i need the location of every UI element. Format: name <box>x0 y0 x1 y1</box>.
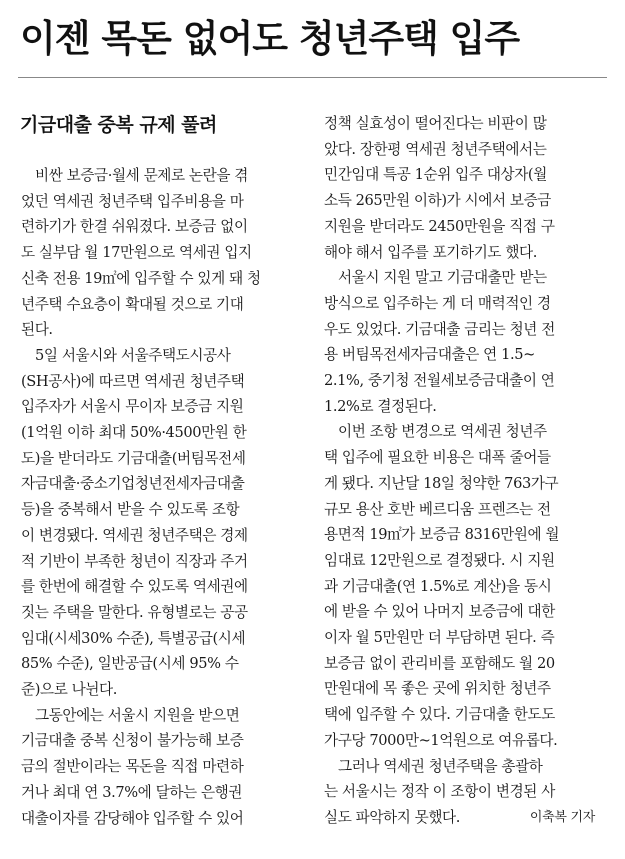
text-line: 임대(시세30% 수준), 특별공급(시세 <box>21 629 246 647</box>
headline: 이젠 목돈 없어도 청년주택 입주 <box>20 17 520 60</box>
text-line: 지원을 받더라도 2450만원을 직접 구 <box>324 217 555 235</box>
text-line: 해야 해서 입주를 포기하기도 했다. <box>324 243 537 261</box>
text-line: 련하기가 한결 쉬워졌다. 보증금 없이 <box>21 218 248 236</box>
text-line: 서울시 지원 말고 기금대출만 받는 <box>338 269 547 287</box>
text-line: 용면적 19㎡가 보증금 8316만원에 월 <box>324 526 560 544</box>
text-line: 실도 파악하지 못했다. <box>324 808 460 826</box>
text-line: 용 버팀목전세자금대출은 연 1.5~ <box>324 346 535 364</box>
text-line: 도 실부담 월 17만원으로 역세권 입지 <box>21 244 252 262</box>
subheadline: 기금대출 중복 규제 풀려 <box>20 114 217 136</box>
text-line: 거나 최대 연 3.7%에 달하는 은행권 <box>21 783 243 801</box>
text-line: 택 입주에 필요한 비용은 대폭 줄어들 <box>324 449 551 467</box>
text-line: 대출이자를 감당해야 입주할 수 있어 <box>21 809 244 827</box>
text-line: 이번 조항 변경으로 역세권 청년주 <box>338 423 547 441</box>
text-line: 적 기반이 부족한 청년이 직장과 주거 <box>21 552 248 570</box>
text-line: (1억원 이하 최대 50%·4500만원 한 <box>21 424 247 442</box>
text-line: 이자 월 5만원만 더 부담하면 된다. 즉 <box>324 629 555 647</box>
text-line: 년주택 수요층이 확대될 것으로 기대 <box>21 295 244 313</box>
text-line: 는 서울시는 정작 이 조항이 변경된 사 <box>324 783 555 801</box>
text-line: 임대료 12만원으로 결정됐다. 시 지원 <box>324 551 555 569</box>
text-line: (SH공사)에 따르면 역세권 청년주택 <box>21 372 245 390</box>
text-line: 입주자가 서울시 무이자 보증금 지원 <box>21 398 244 416</box>
headline-divider <box>18 77 607 78</box>
article-column-left <box>21 163 309 831</box>
text-line: 에 받을 수 있어 나머지 보증금에 대한 <box>324 603 555 621</box>
text-line: 85% 수준), 일반공급(시세 95% 수 <box>21 655 239 673</box>
text-line: 1.2%로 결정된다. <box>324 397 437 415</box>
text-line: 자금대출·중소기업청년전세자금대출 <box>21 475 245 493</box>
byline: 이축복 기자 <box>529 809 595 825</box>
text-line: 방식으로 입주하는 게 더 매력적인 경 <box>324 294 551 312</box>
text-line: 5일 서울시와 서울주택도시공사 <box>35 346 231 364</box>
article-column-right <box>324 111 612 831</box>
text-line: 금의 절반이라는 목돈을 직접 마련하 <box>21 758 244 776</box>
text-line: 가구당 7000만~1억원으로 여유롭다. <box>324 731 558 749</box>
text-line: 짓는 주택을 말한다. 유형별로는 공공 <box>21 603 248 621</box>
text-line: 도)을 받더라도 기금대출(버팀목전세 <box>21 449 246 467</box>
text-line: 2.1%, 중기청 전월세보증금대출이 연 <box>324 372 555 390</box>
text-line: 그러나 역세권 청년주택을 총괄하 <box>338 757 543 775</box>
final-line <box>324 805 612 831</box>
text-line: 과 기금대출(연 1.5%로 계산)을 동시 <box>324 577 552 595</box>
text-line: 비싼 보증금·월세 문제로 논란을 겪 <box>35 167 248 184</box>
text-line: 그동안에는 서울시 지원을 받으면 <box>35 706 240 724</box>
text-line: 정책 실효성이 떨어진다는 비판이 많 <box>324 115 547 132</box>
text-line: 었던 역세권 청년주택 입주비용을 마 <box>21 192 244 210</box>
text-line: 기금대출 중복 신청이 불가능해 보증 <box>21 732 244 750</box>
text-line: 준)으로 나뉜다. <box>21 681 117 699</box>
text-line: 규모 용산 호반 베르디움 프렌즈는 전 <box>324 500 551 518</box>
text-line: 소득 265만원 이하)가 시에서 보증금 <box>324 192 551 210</box>
text-line: 보증금 없이 관리비를 포함해도 월 20 <box>324 654 555 672</box>
text-line: 택에 입주할 수 있다. 기금대출 한도도 <box>324 706 555 724</box>
text-line: 우도 있었다. 기금대출 금리는 청년 전 <box>324 320 555 338</box>
text-line: 만원대에 목 좋은 곳에 위치한 청년주 <box>324 680 551 698</box>
text-line: 를 한번에 해결할 수 있도록 역세권에 <box>21 578 248 596</box>
text-line: 등)을 중복해서 받을 수 있도록 조항 <box>21 501 240 519</box>
text-line: 민간임대 특공 1순위 입주 대상자(월 <box>324 166 547 184</box>
text-line: 된다. <box>21 321 53 339</box>
text-line: 게 됐다. 지난달 18일 청약한 763가구 <box>324 474 559 492</box>
text-line: 신축 전용 19㎡에 입주할 수 있게 돼 청 <box>21 269 261 287</box>
text-line: 이 변경됐다. 역세권 청년주택은 경제 <box>21 526 248 544</box>
text-line: 았다. 장한평 역세권 청년주택에서는 <box>324 140 547 158</box>
